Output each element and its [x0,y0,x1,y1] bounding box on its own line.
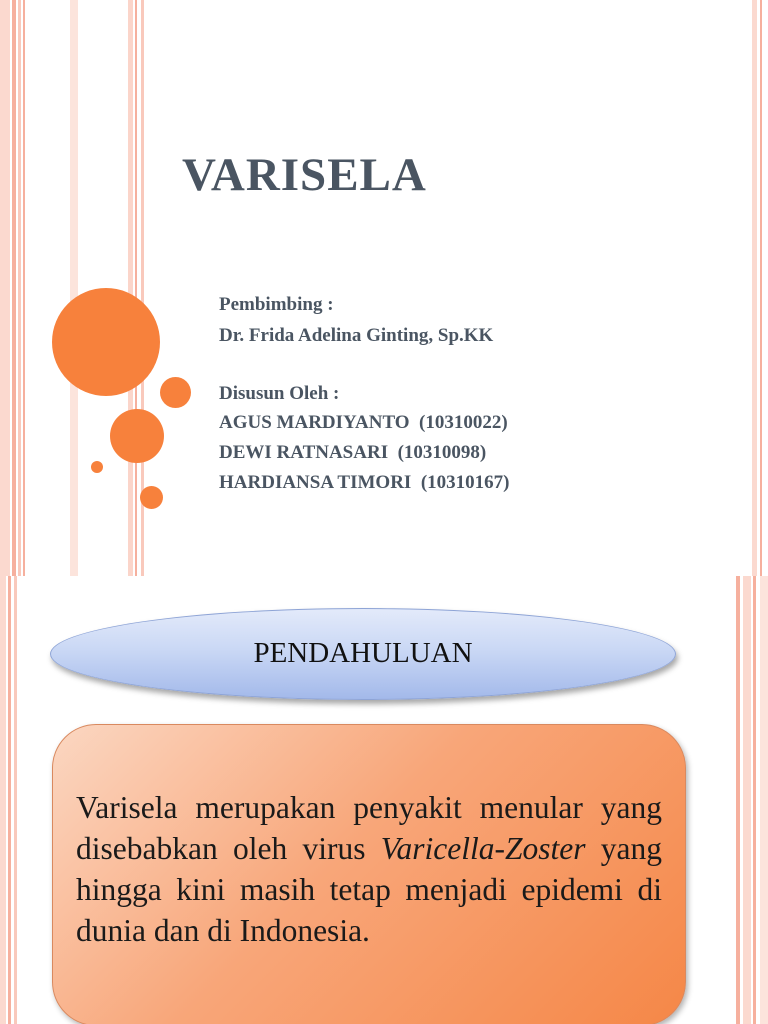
member-name: HARDIANSA TIMORI (10310167) [219,472,510,493]
decorative-stripe [752,0,757,576]
section-heading: PENDAHULUAN [253,637,473,669]
decorative-circle-large [52,288,160,396]
decorative-stripe [14,576,17,1024]
section-heading-shape [50,608,676,700]
decorative-stripe [135,0,137,576]
decorative-circle [110,409,164,463]
decorative-stripe [8,576,11,1024]
advisor-name: Dr. Frida Adelina Ginting, Sp.KK [219,325,494,346]
decorative-circle [140,486,163,509]
decorative-stripe [753,576,756,1024]
decorative-stripe [12,0,16,576]
decorative-stripe [70,0,78,576]
content-box [52,724,686,1024]
decorative-circle [160,377,191,408]
compiled-label: Disusun Oleh : [219,383,340,404]
member-name: AGUS MARDIYANTO (10310022) [219,412,508,433]
advisor-label: Pembimbing : [219,294,334,315]
decorative-stripe [0,0,10,576]
decorative-stripe [736,576,740,1024]
body-text [76,787,662,951]
slide-title: VARISELA [182,149,427,201]
decorative-stripe [128,0,133,576]
decorative-stripe [0,576,6,1024]
decorative-stripe [760,0,762,576]
decorative-stripe [18,0,21,576]
decorative-stripe [23,0,25,576]
virus-name: Varicella-Zoster [380,831,586,866]
decorative-stripe [743,576,751,1024]
intro-slide [0,576,768,1024]
decorative-circle-small [91,461,103,473]
decorative-stripe [760,576,768,1024]
member-name: DEWI RATNASARI (10310098) [219,442,487,463]
body-text-part: yang hingga kini masih tetap menjadi epidemi di dunia dan di Indonesia. [76,831,663,948]
body-text-part: Varisela merupakan penyakit menular yang disebabkan oleh virus [76,790,662,866]
